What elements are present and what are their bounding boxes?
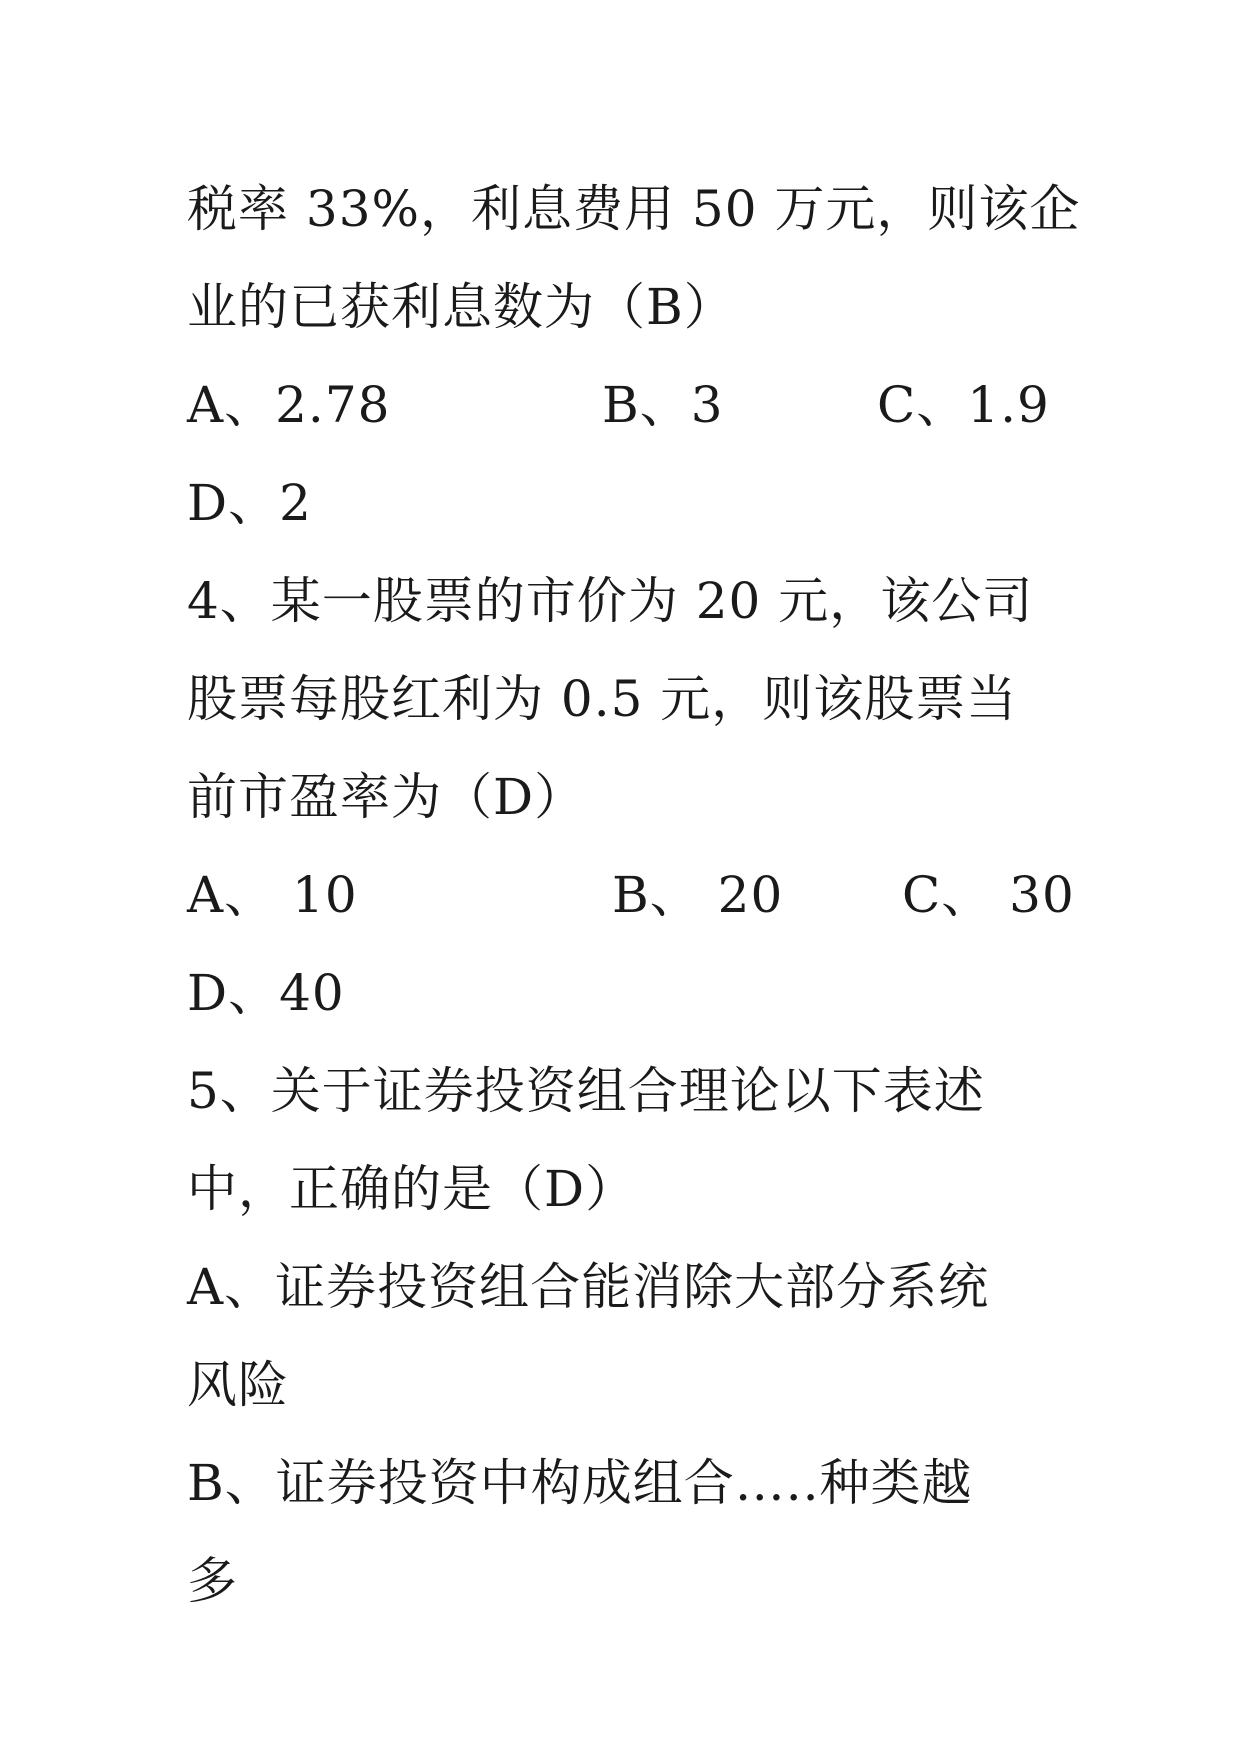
q4-text-line-2: 股票每股红利为 0.5 元，则该股票当: [187, 670, 1018, 728]
q5-option-b-line-2: 多: [187, 1552, 238, 1610]
q4-option-c: C、 30: [902, 866, 1075, 924]
q3-option-d: D、2: [187, 474, 312, 532]
q5-text-line-1: 5、关于证券投资组合理论以下表述: [187, 1062, 985, 1120]
q3-text-line-1: 税率 33%，利息费用 50 万元，则该企: [187, 180, 1081, 238]
q3-option-c: C、1.9: [877, 376, 1050, 434]
q5-option-b-line-1: B、证券投资中构成组合…..种类越: [187, 1454, 973, 1512]
q3-text-line-2: 业的已获利息数为（B）: [187, 278, 735, 336]
q3-options-row: [187, 356, 1057, 454]
q5-option-a-line-1: A、证券投资组合能消除大部分系统: [187, 1258, 990, 1316]
q4-option-a: A、 10: [187, 866, 358, 924]
q3-option-b: B、3: [602, 376, 724, 434]
q5-option-a-line-2: 风险: [187, 1356, 289, 1414]
q4-text-line-1: 4、某一股票的市价为 20 元，该公司: [187, 572, 1034, 630]
q5-text-line-2: 中，正确的是（D）: [187, 1160, 637, 1218]
q4-text-line-3: 前市盈率为（D）: [187, 768, 586, 826]
q4-option-d: D、40: [187, 964, 345, 1022]
q4-options-row: [187, 846, 1075, 944]
page-content: [187, 160, 1081, 1630]
q4-option-b: B、 20: [612, 866, 784, 924]
q3-option-a: A、2.78: [187, 376, 391, 434]
